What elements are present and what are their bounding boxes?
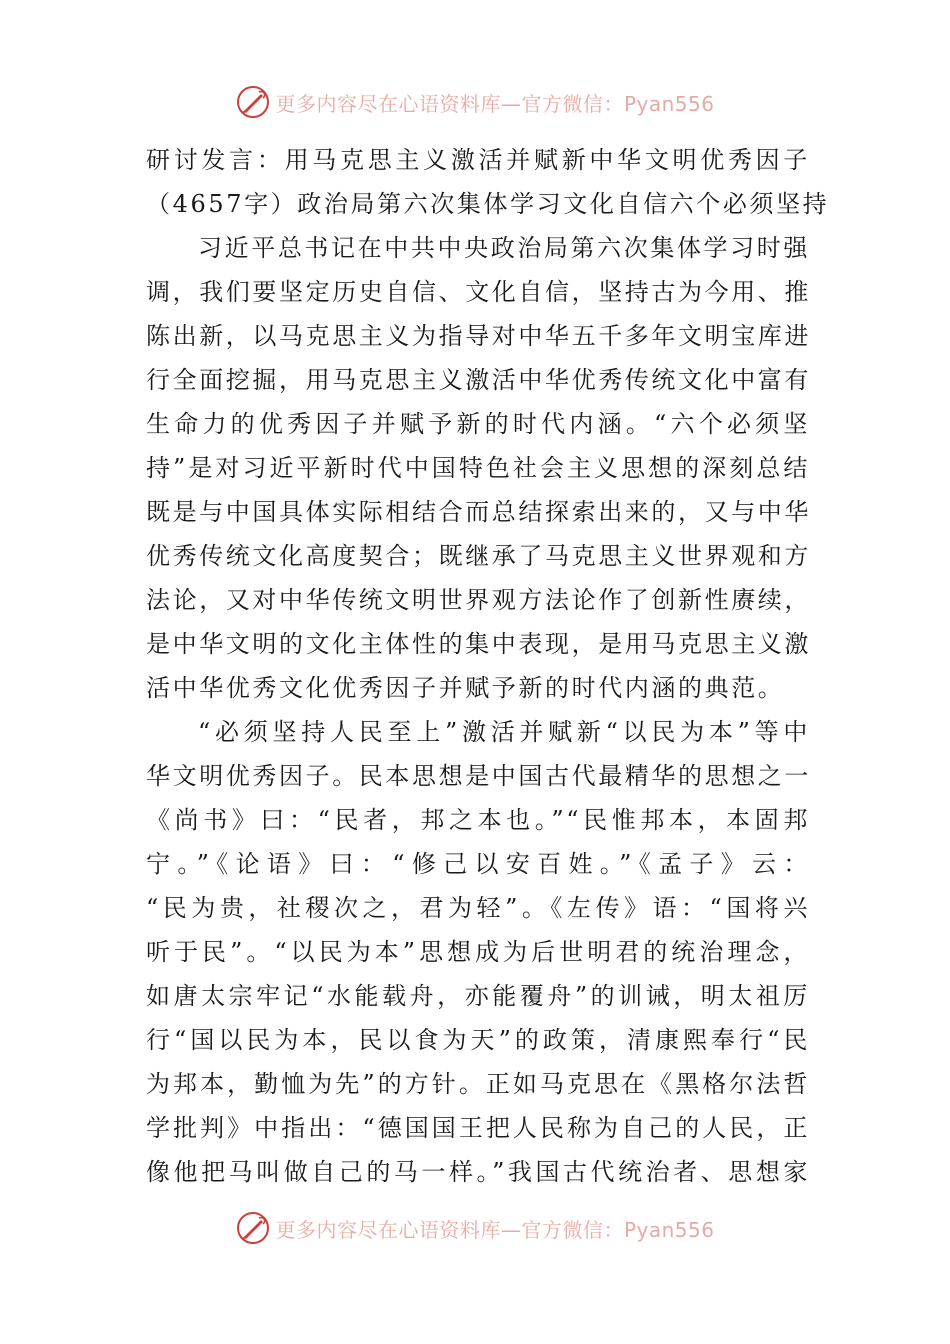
title-line: （4657字）政治局第六次集体学习文化自信六个必须坚持	[146, 190, 830, 218]
text-line: 行全面挖掘，用马克思主义激活中华优秀传统文化中富有	[146, 366, 811, 394]
text-line: 优秀传统文化高度契合；既继承了马克思主义世界观和方	[146, 542, 811, 570]
watermark-footer	[0, 1208, 950, 1248]
text-line: 《尚书》曰：“民者，邦之本也。”“民惟邦本，本固邦	[146, 806, 810, 834]
text-line: 像他把马叫做自己的马一样。”我国古代统治者、思想家	[146, 1158, 810, 1186]
title-line: 研讨发言：用马克思主义激活并赋新中华文明优秀因子	[146, 146, 810, 174]
quill-logo-icon	[235, 84, 271, 120]
text-line: “民为贵，社稷次之，君为轻”。《左传》语：“国将兴	[146, 894, 810, 922]
text-line: 法论，又对中华传统文明世界观方法论作了创新性赓续，	[146, 586, 811, 614]
paragraph-1	[146, 226, 810, 710]
text-line: 华文明优秀因子。民本思想是中国古代最精华的思想之一	[146, 762, 811, 790]
text-line: 既是与中国具体实际相结合而总结探索出来的，又与中华	[146, 498, 811, 526]
text-line: 陈出新，以马克思主义为指导对中华五千多年文明宝库进	[146, 322, 811, 350]
text-line: 如唐太宗牢记“水能载舟，亦能覆舟”的训诫，明太祖厉	[146, 982, 810, 1010]
watermark-text: 更多内容尽在心语资料库—官方微信：Pyan556	[275, 1217, 715, 1242]
text-line: 行“国以民为本，民以食为天”的政策，清康熙奉行“民	[146, 1026, 810, 1054]
text-line: 宁。”《论语》曰：“修己以安百姓。”《孟子》云：	[146, 850, 810, 878]
text-line: 为邦本，勤恤为先”的方针。正如马克思在《黑格尔法哲	[146, 1070, 810, 1098]
text-line: 活中华优秀文化优秀因子并赋予新的时代内涵的典范。	[146, 674, 785, 702]
document-title	[146, 138, 830, 226]
text-line: 调，我们要坚定历史自信、文化自信，坚持古为今用、推	[146, 278, 811, 306]
paragraph-2	[146, 710, 810, 1194]
text-line: 持”是对习近平新时代中国特色社会主义思想的深刻总结	[146, 454, 810, 482]
watermark-text: 更多内容尽在心语资料库—官方微信：Pyan556	[275, 91, 715, 116]
watermark-header	[0, 82, 950, 122]
text-line: “必须坚持人民至上”激活并赋新“以民为本”等中	[198, 718, 810, 746]
text-line: 生命力的优秀因子并赋予新的时代内涵。“六个必须坚	[146, 410, 810, 438]
text-line: 习近平总书记在中共中央政治局第六次集体学习时强	[198, 234, 810, 262]
document-body	[146, 138, 830, 1194]
text-line: 听于民”。“以民为本”思想成为后世明君的统治理念，	[146, 938, 810, 966]
text-line: 学批判》中指出：“德国国王把人民称为自己的人民，正	[146, 1114, 810, 1142]
quill-logo-icon	[235, 1210, 271, 1246]
text-line: 是中华文明的文化主体性的集中表现，是用马克思主义激	[146, 630, 811, 658]
